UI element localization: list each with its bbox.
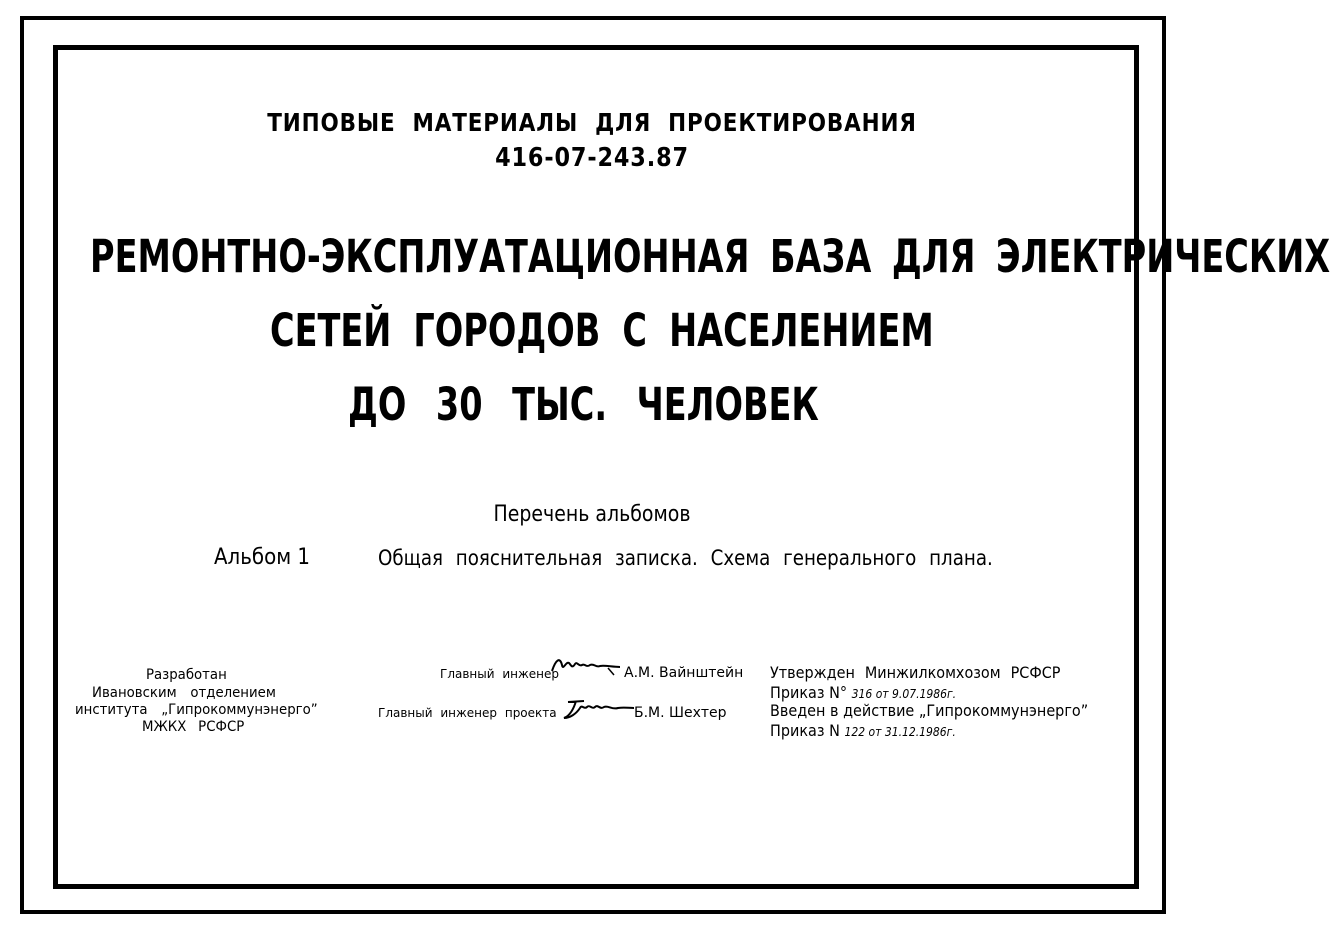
chief-engineer-role: Главный инженер xyxy=(440,667,560,681)
title-line-1: РЕМОНТНО-ЭКСПЛУАТАЦИОННАЯ БАЗА ДЛЯ ЭЛЕКТРИЧЕСКИХ xyxy=(90,230,1330,283)
chief-project-engineer-role: Главный инженер проекта xyxy=(378,706,557,720)
developer-line-2: Ивановским отделением xyxy=(92,685,276,701)
document-code: 416-07-243.87 xyxy=(495,143,689,173)
series-heading: ТИПОВЫЕ МАТЕРИАЛЫ ДЛЯ ПРОЕКТИРОВАНИЯ xyxy=(267,108,917,137)
album-1-label: Альбом 1 xyxy=(214,545,311,570)
chief-engineer-signature xyxy=(550,655,622,677)
title-line-3: ДО 30 ТЫС. ЧЕЛОВЕК xyxy=(348,378,819,431)
approval-order-1 xyxy=(770,683,956,702)
chief-project-engineer-signature xyxy=(562,696,636,722)
approval-line-3: Введен в действие „Гипрокоммунэнерго” xyxy=(770,701,1089,720)
album-list-heading: Перечень альбомов xyxy=(493,502,691,527)
approval-order-2-prefix: Приказ N xyxy=(770,721,840,740)
developer-line-4: МЖКХ РСФСР xyxy=(142,719,245,735)
approval-line-1: Утвержден Минжилкомхозом РСФСР xyxy=(770,663,1061,682)
approval-order-1-prefix: Приказ N° xyxy=(770,683,848,702)
album-1-description: Общая пояснительная записка. Схема генерального плана. xyxy=(378,546,993,570)
approval-order-2 xyxy=(770,721,956,740)
developer-line-1: Разработан xyxy=(146,667,227,683)
chief-project-engineer-name: Б.М. Шехтер xyxy=(634,705,727,721)
title-line-2: СЕТЕЙ ГОРОДОВ С НАСЕЛЕНИЕМ xyxy=(270,304,934,357)
approval-order-2-detail: 122 от 31.12.1986г. xyxy=(844,725,956,739)
approval-order-1-detail: 316 от 9.07.1986г. xyxy=(851,687,957,701)
chief-engineer-name: А.М. Вайнштейн xyxy=(624,665,744,681)
developer-line-3: института „Гипрокоммунэнерго” xyxy=(75,702,318,718)
